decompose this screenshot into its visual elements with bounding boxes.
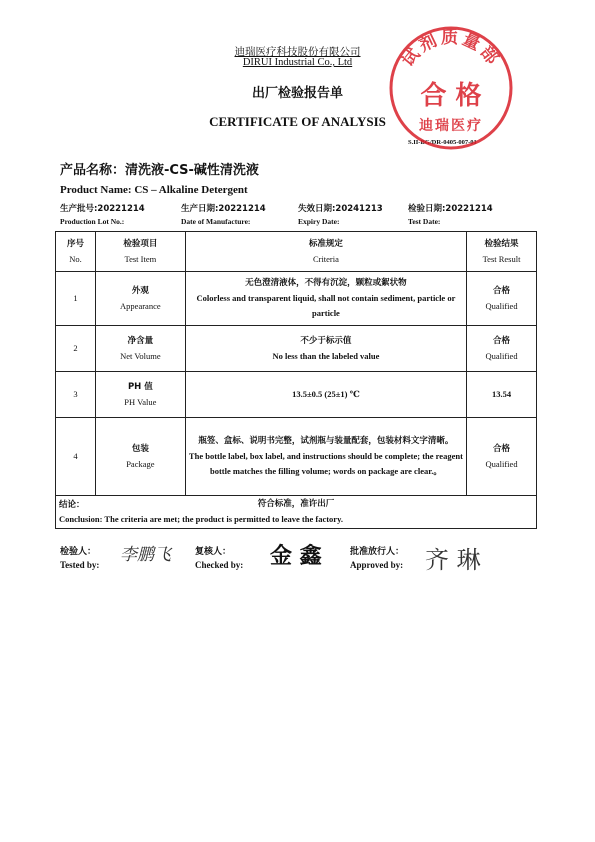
checked-by-signature: 金 鑫 [270, 543, 322, 569]
row-result: 13.54 [467, 372, 537, 418]
stamp-text-center: 合 格 [420, 81, 482, 111]
row-criteria: 瓶签、盒标、说明书完整，试剂瓶与装量配套，包装材料文字清晰。 The bottle label, box label, and instructions should be complete; the reagent bottle matches the filling volume; words on package are clear.。 [185, 418, 466, 496]
stamp-text-top: 试剂质量部 [398, 28, 504, 71]
document-number: S.II-BG/DR-0405-007-01 [408, 139, 477, 146]
row-test-item: PH 值 PH Value [95, 372, 185, 418]
conclusion-en: Conclusion: The criteria are met; the product is permitted to leave the factory. [59, 514, 343, 524]
row-test-item: 外观 Appearance [95, 272, 185, 326]
tested-by-label-cn: 检验人： [60, 547, 97, 557]
table-row [56, 372, 537, 418]
approved-by-signature: 齐 琳 [425, 546, 481, 574]
conclusion-row [56, 496, 537, 529]
row-criteria: 13.5±0.5 (25±1) ℃ [185, 372, 466, 418]
header-no: 序号 No. [56, 232, 96, 272]
expiry-date-cn: 失效日期:20241213 [298, 204, 383, 214]
approved-by-label-cn: 批准放行人： [350, 547, 405, 557]
header-criteria: 标准规定 Criteria [185, 232, 466, 272]
row-no: 2 [56, 326, 96, 372]
test-date-en: Test Date: [408, 217, 441, 226]
stamp-text-bottom: 迪瑞医疗 [419, 118, 483, 134]
conclusion-cell [56, 496, 537, 529]
table-row [56, 418, 537, 496]
product-name-en: Product Name: CS – Alkaline Detergent [60, 184, 248, 196]
table-row [56, 272, 537, 326]
tested-by-label-en: Tested by: [60, 560, 100, 570]
table-header-row [56, 232, 537, 272]
row-no: 1 [56, 272, 96, 326]
table-row [56, 326, 537, 372]
checked-by-label-cn: 复核人： [195, 547, 232, 557]
row-result: 合格 Qualified [467, 326, 537, 372]
report-title-cn: 出厂检验报告单 [251, 86, 343, 101]
checked-by-label-en: Checked by: [195, 560, 244, 570]
test-results-table [55, 231, 537, 529]
row-test-item: 包装 Package [95, 418, 185, 496]
report-title-en: CERTIFICATE OF ANALYSIS [209, 114, 386, 129]
row-no: 4 [56, 418, 96, 496]
company-name-cn: 迪瑞医疗科技股份有限公司 [234, 46, 361, 58]
manufacture-date-en: Date of Manufacture: [181, 217, 251, 226]
row-result: 合格 Qualified [467, 272, 537, 326]
header-test-result: 检验结果 Test Result [467, 232, 537, 272]
row-no: 3 [56, 372, 96, 418]
row-result: 合格 Qualified [467, 418, 537, 496]
tested-by-signature: 李鹏飞 [120, 545, 171, 565]
conclusion-cn: 符合标准，准许出厂 [257, 499, 335, 509]
manufacture-date-cn: 生产日期:20221214 [181, 204, 266, 214]
company-name-en: DIRUI Industrial Co., Ltd [242, 57, 353, 68]
production-lot-en: Production Lot No.: [60, 217, 125, 226]
row-test-item: 净含量 Net Volume [95, 326, 185, 372]
approved-by-label-en: Approved by: [350, 560, 404, 570]
expiry-date-en: Expiry Date: [298, 217, 340, 226]
production-lot-cn: 生产批号:20221214 [60, 204, 145, 214]
quality-stamp [386, 22, 516, 152]
header-test-item: 检验项目 Test Item [95, 232, 185, 272]
row-criteria: 无色澄清液体，不得有沉淀，颗粒或絮状物 Colorless and transparent liquid, shall not contain sediment, particle or particle [185, 272, 466, 326]
svg-text:试剂质量部 [397, 27, 504, 71]
conclusion-label-cn: 结论： [59, 500, 85, 510]
product-name-cn: 产品名称：清洗液-CS-碱性清洗液 [60, 163, 259, 178]
test-date-cn: 检验日期:20221214 [408, 204, 493, 214]
row-criteria: 不少于标示值 No less than the labeled value [185, 326, 466, 372]
